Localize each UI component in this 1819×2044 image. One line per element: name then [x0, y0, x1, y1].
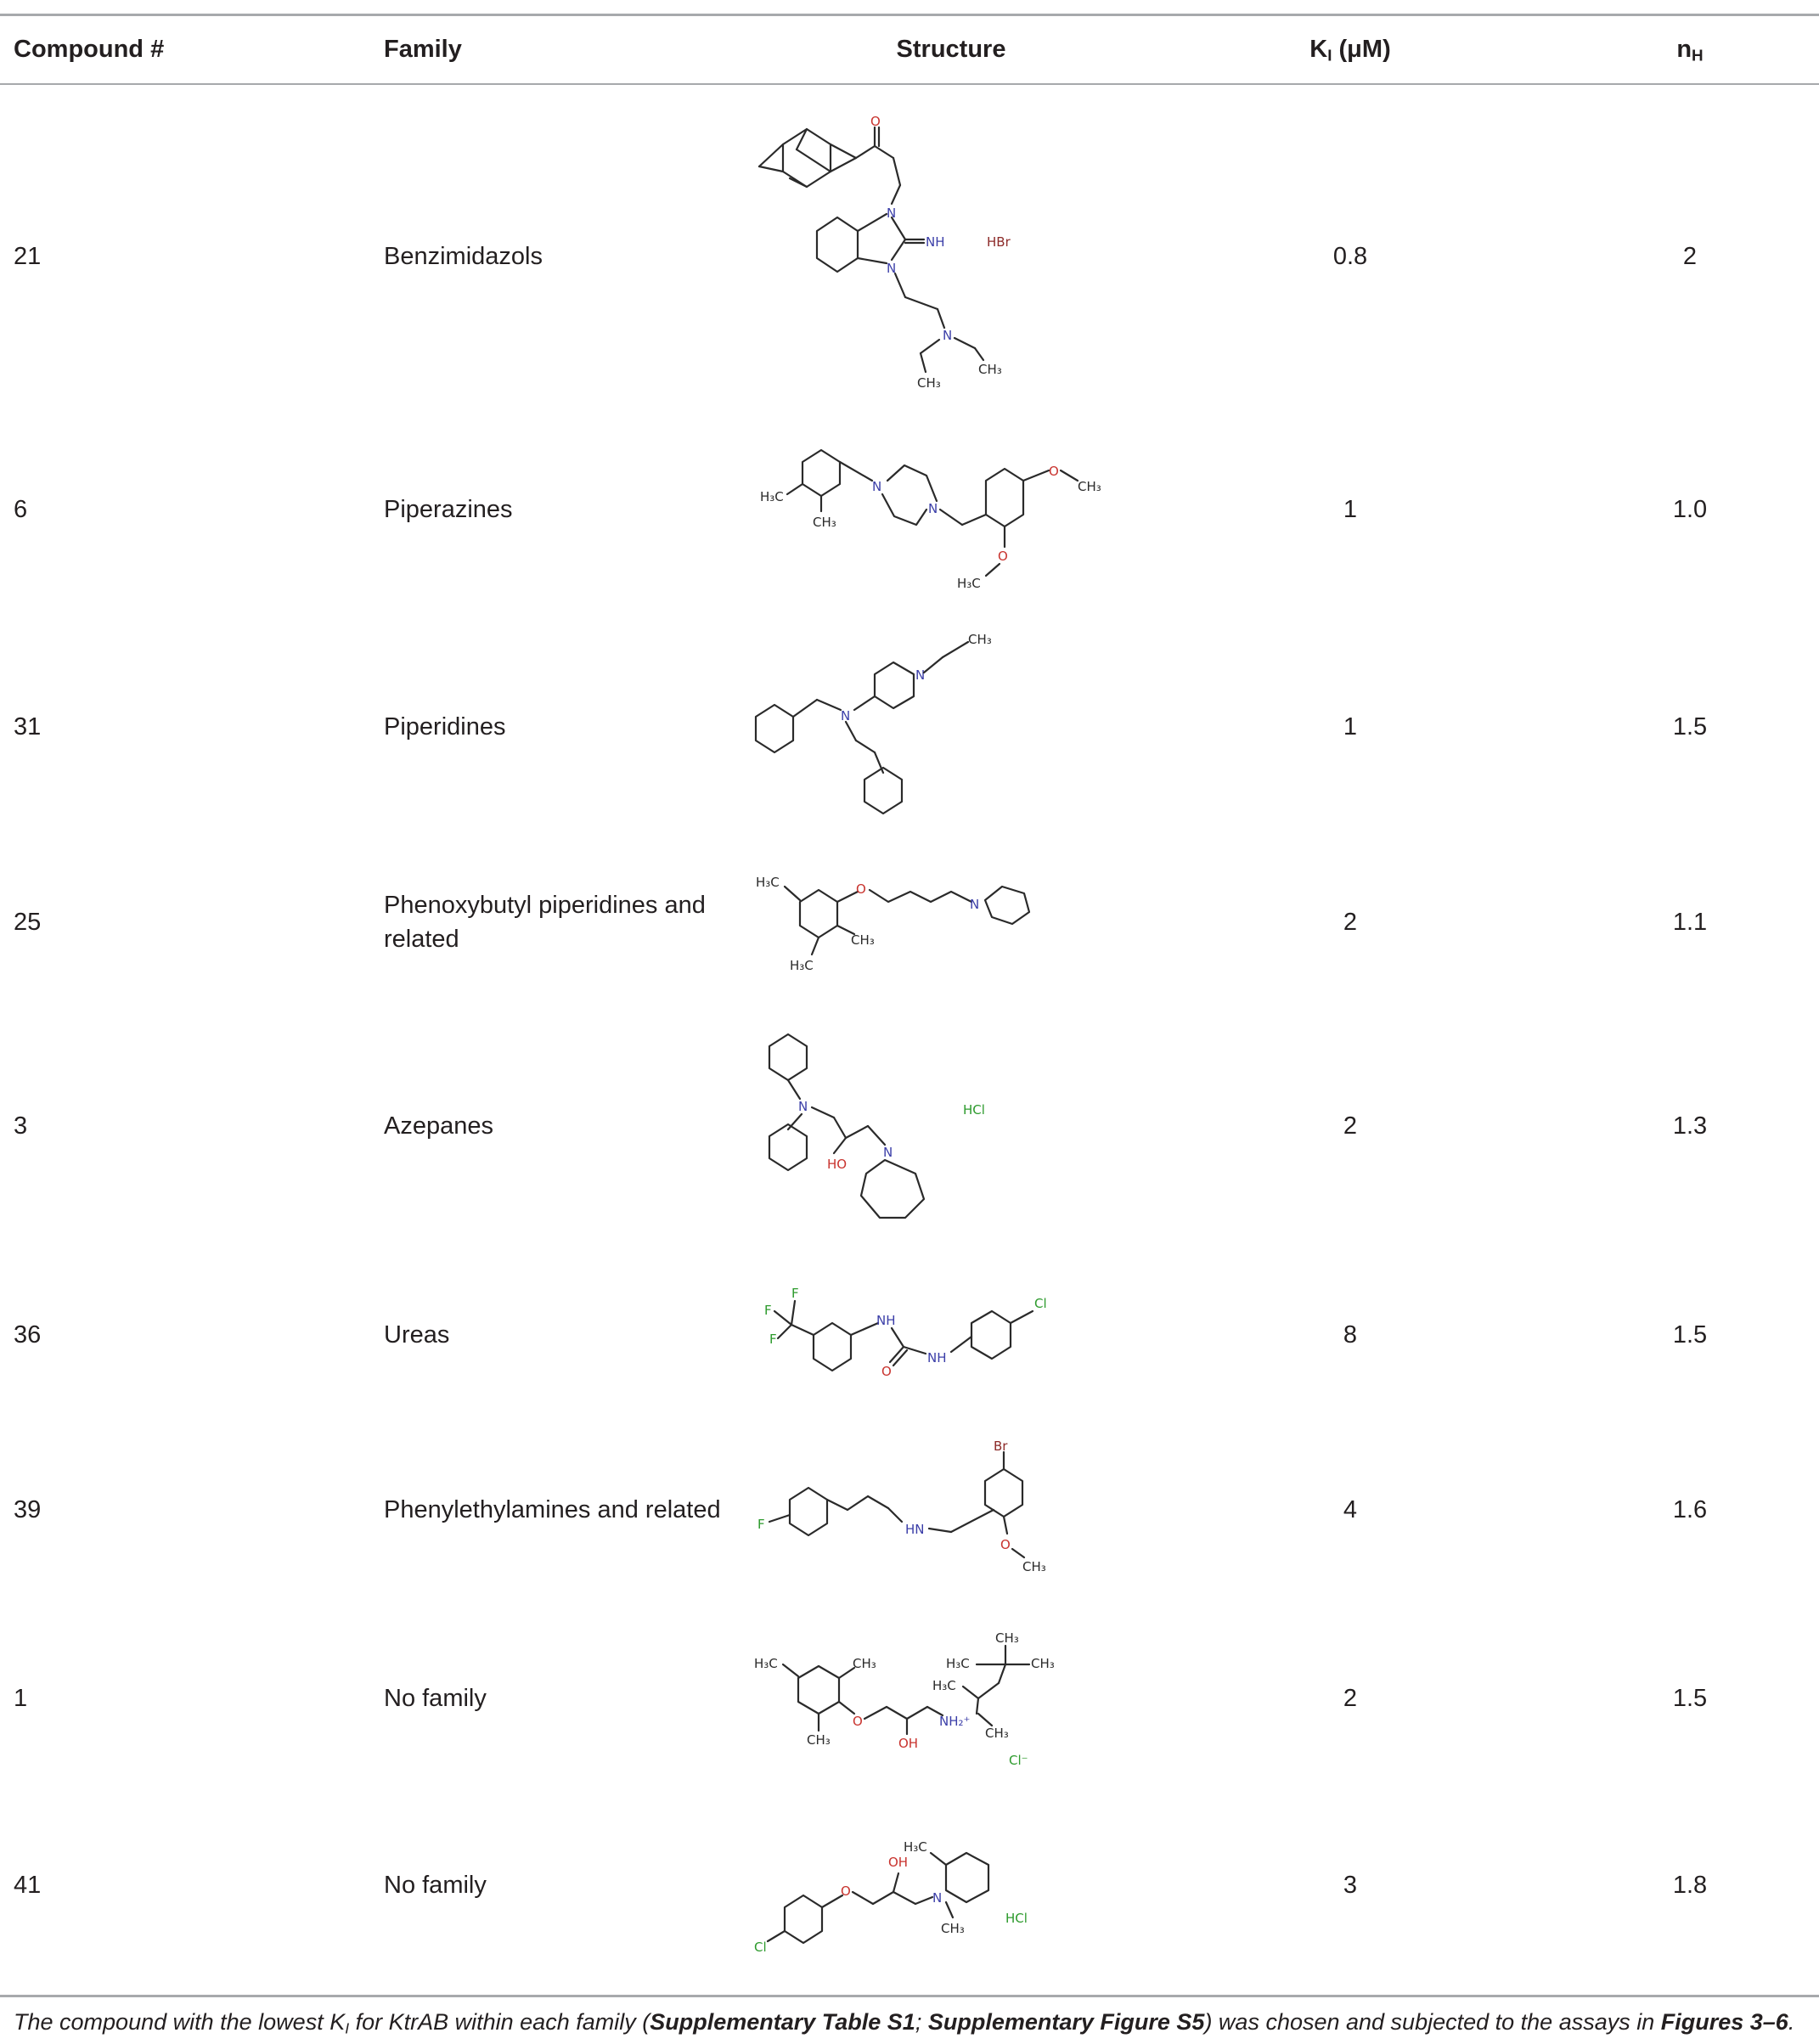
svg-text:CH₃: CH₃: [995, 1630, 1019, 1646]
row-4-compound: 25: [14, 909, 42, 936]
row-8-family: No family: [384, 1685, 487, 1712]
row-5-family: Azepanes: [384, 1112, 493, 1140]
row-8-ki: 2: [1343, 1685, 1358, 1712]
svg-text:CH₃: CH₃: [807, 1732, 831, 1748]
row-9-ki: 3: [1343, 1872, 1358, 1899]
svg-text:NH: NH: [876, 1313, 896, 1328]
row-3-compound: 31: [14, 713, 42, 740]
svg-text:HO: HO: [827, 1157, 848, 1172]
svg-text:H₃C: H₃C: [760, 489, 784, 504]
structure-compound-1: [754, 1630, 1102, 1775]
svg-text:OH: OH: [898, 1736, 919, 1751]
row-2-family: Piperazines: [384, 496, 513, 523]
svg-text:N: N: [928, 501, 938, 516]
structure-compound-25: [756, 875, 1129, 985]
svg-text:N: N: [883, 1145, 893, 1160]
row-5-nh: 1.3: [1672, 1112, 1708, 1140]
row-1-nh: 2: [1682, 243, 1698, 270]
svg-text:N: N: [841, 708, 851, 724]
svg-text:N: N: [932, 1890, 943, 1906]
row-4-family: Phenoxybutyl piperidines and related: [384, 892, 706, 953]
svg-text:N: N: [872, 479, 882, 494]
svg-text:N: N: [970, 897, 980, 912]
svg-text:HBr: HBr: [987, 234, 1011, 250]
footnote-ref-figures-3-6[interactable]: Figures 3–6: [1660, 2009, 1788, 2035]
row-9-nh: 1.8: [1672, 1872, 1708, 1899]
svg-text:F: F: [769, 1332, 777, 1347]
structure-compound-6: [760, 431, 1117, 593]
svg-text:CH₃: CH₃: [1078, 479, 1101, 494]
structure-compound-31: [756, 632, 1062, 827]
svg-text:F: F: [764, 1303, 772, 1318]
svg-text:CH₃: CH₃: [853, 1656, 876, 1671]
svg-text:CH₃: CH₃: [917, 375, 941, 391]
structure-compound-36: [763, 1284, 1094, 1403]
row-1-compound: 21: [14, 243, 42, 270]
svg-text:HCl: HCl: [1005, 1911, 1028, 1926]
row-4-nh: 1.1: [1672, 909, 1708, 936]
svg-text:H₃C: H₃C: [904, 1839, 927, 1855]
svg-text:NH₂⁺: NH₂⁺: [939, 1714, 971, 1729]
svg-text:O: O: [1000, 1537, 1011, 1552]
row-3-family: Piperidines: [384, 713, 506, 740]
structure-compound-39: [756, 1440, 1095, 1585]
row-7-compound: 39: [14, 1496, 42, 1523]
svg-text:H₃C: H₃C: [946, 1656, 970, 1671]
svg-text:CH₃: CH₃: [968, 632, 992, 647]
footnote-ref-table-s1[interactable]: Supplementary Table S1: [650, 2009, 915, 2035]
svg-text:H₃C: H₃C: [754, 1656, 778, 1671]
svg-text:O: O: [1049, 464, 1059, 479]
svg-text:Cl⁻: Cl⁻: [1009, 1753, 1028, 1768]
row-7-family: Phenylethylamines and related: [384, 1496, 721, 1523]
svg-text:CH₃: CH₃: [978, 362, 1002, 377]
svg-text:H₃C: H₃C: [957, 576, 981, 591]
svg-text:CH₃: CH₃: [1022, 1559, 1046, 1574]
svg-text:N: N: [943, 328, 953, 343]
svg-text:N: N: [887, 206, 897, 221]
svg-text:O: O: [998, 549, 1008, 564]
row-6-compound: 36: [14, 1321, 42, 1349]
svg-text:F: F: [757, 1517, 765, 1532]
structure-compound-21: [756, 115, 1062, 396]
svg-text:CH₃: CH₃: [813, 515, 836, 530]
row-6-nh: 1.5: [1672, 1321, 1708, 1349]
svg-text:Cl: Cl: [754, 1940, 767, 1955]
header-structure: Structure: [896, 36, 1006, 63]
table-top-rule: [0, 14, 1819, 16]
svg-text:CH₃: CH₃: [1031, 1656, 1055, 1671]
svg-text:H₃C: H₃C: [932, 1678, 956, 1693]
structure-compound-41: [754, 1814, 1111, 1958]
svg-text:CH₃: CH₃: [851, 932, 875, 948]
row-3-ki: 1: [1343, 713, 1358, 740]
svg-text:NH: NH: [927, 1350, 947, 1365]
header-family: Family: [384, 36, 462, 63]
svg-text:OH: OH: [888, 1855, 909, 1870]
svg-text:H₃C: H₃C: [790, 958, 814, 973]
structure-compound-3: [757, 1029, 1046, 1233]
row-6-family: Ureas: [384, 1321, 450, 1349]
svg-text:H₃C: H₃C: [756, 875, 780, 890]
svg-text:O: O: [870, 114, 881, 129]
header-compound: Compound #: [14, 36, 165, 63]
row-1-family: Benzimidazols: [384, 243, 543, 270]
svg-text:HN: HN: [905, 1522, 925, 1537]
row-4-ki: 2: [1343, 909, 1358, 936]
footnote-ref-figure-s5[interactable]: Supplementary Figure S5: [927, 2009, 1205, 2035]
svg-text:N: N: [915, 667, 926, 683]
row-8-nh: 1.5: [1672, 1685, 1708, 1712]
row-7-ki: 4: [1343, 1496, 1358, 1523]
row-3-nh: 1.5: [1672, 713, 1708, 740]
svg-text:Br: Br: [994, 1439, 1008, 1454]
table-bottom-rule: [0, 1995, 1819, 1997]
header-ki: $K_I$ (μM): [1309, 36, 1391, 65]
svg-text:O: O: [853, 1714, 863, 1729]
row-7-nh: 1.6: [1672, 1496, 1708, 1523]
svg-text:N: N: [887, 261, 897, 276]
header-nh: $n_H$: [1676, 36, 1704, 65]
svg-text:F: F: [791, 1286, 799, 1301]
row-5-compound: 3: [14, 1112, 28, 1140]
svg-text:O: O: [841, 1884, 851, 1899]
svg-text:Cl: Cl: [1034, 1296, 1047, 1311]
row-2-compound: 6: [14, 496, 28, 523]
svg-text:CH₃: CH₃: [985, 1726, 1009, 1741]
svg-text:O: O: [856, 881, 866, 897]
svg-text:NH: NH: [926, 234, 945, 250]
row-2-ki: 1: [1343, 496, 1358, 523]
row-5-ki: 2: [1343, 1112, 1358, 1140]
row-1-ki: 0.8: [1332, 243, 1368, 270]
svg-text:CH₃: CH₃: [941, 1921, 965, 1936]
row-6-ki: 8: [1343, 1321, 1358, 1349]
svg-text:O: O: [881, 1364, 892, 1379]
row-2-nh: 1.0: [1672, 496, 1708, 523]
table-header-rule: [0, 83, 1819, 85]
svg-text:HCl: HCl: [963, 1102, 985, 1118]
svg-text:N: N: [798, 1099, 808, 1114]
row-9-compound: 41: [14, 1872, 42, 1899]
row-8-compound: 1: [14, 1685, 28, 1712]
row-9-family: No family: [384, 1872, 487, 1899]
table-footnote: The compound with the lowest $K_I$ for KtrAB within each family (Supplementary Table S1; Supplementary Figure S5) was chosen and subjected to the assays in Figures 3–6.: [14, 2009, 1795, 2037]
